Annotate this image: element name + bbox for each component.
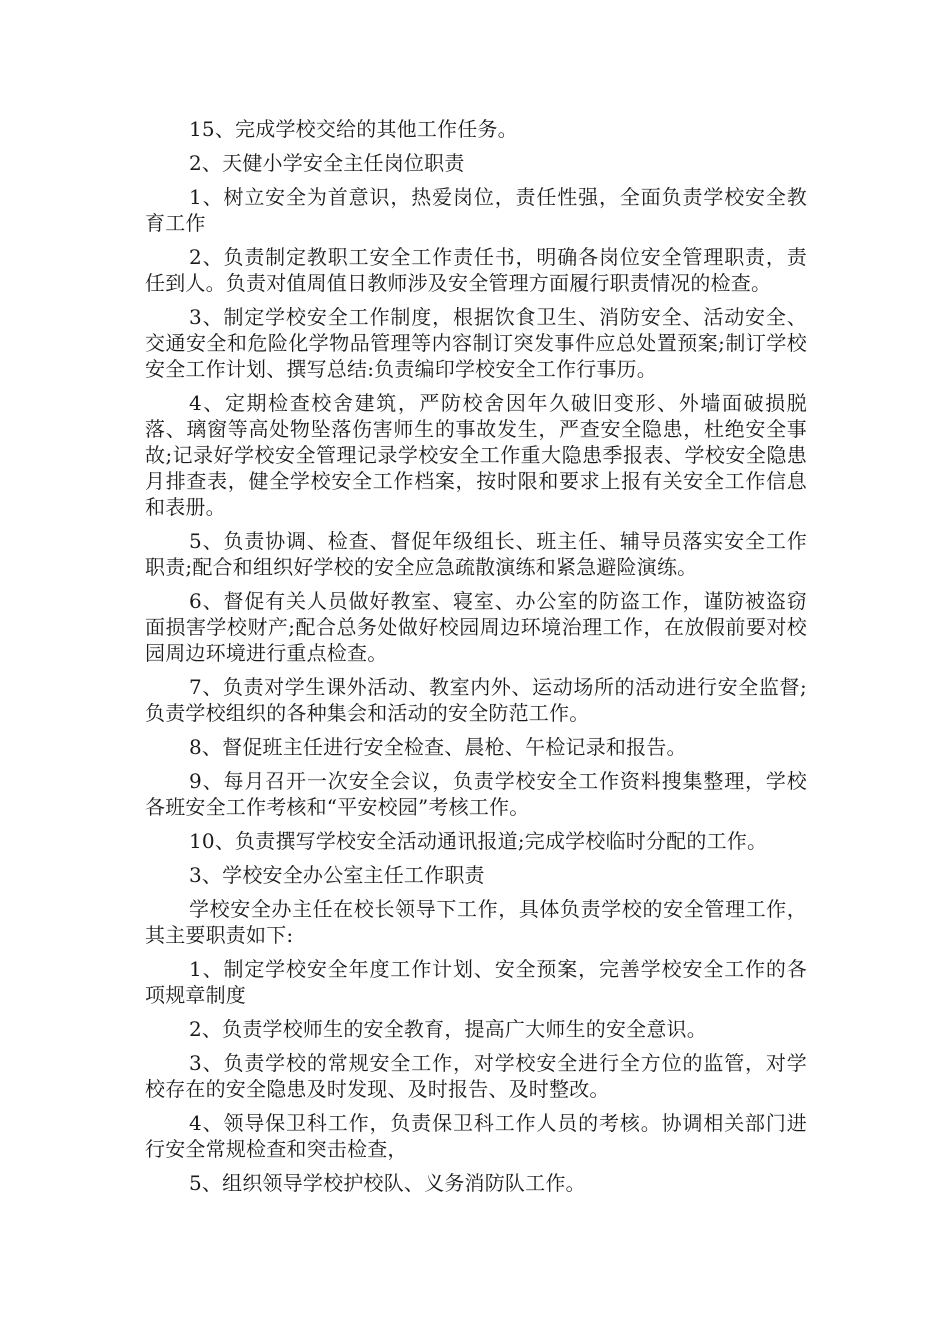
paragraph: 5、组织领导学校护校队、义务消防队工作。 — [189, 1171, 586, 1195]
paragraph: 3、负责学校的常规安全工作，对学校安全进行全方位的监管，对学校存在的安全隐患及时发现、及时报告、及时整改。 — [145, 1051, 807, 1101]
paragraph: 2、负责学校师生的安全教育，提高广大师生的安全意识。 — [189, 1017, 707, 1041]
paragraph: 6、督促有关人员做好教室、寝室、办公室的防盗工作，谨防被盗窃面损害学校财产;配合总务处做好校园周边环境治理工作，在放假前要对校园周边环境进行重点检查。 — [145, 589, 807, 665]
section-heading: 2、天健小学安全主任岗位职责 — [189, 151, 465, 175]
paragraph: 9、每月召开一次安全会议，负责学校安全工作资料搜集整理，学校各班安全工作考核和“平安校园”考核工作。 — [145, 769, 807, 819]
paragraph: 4、定期检查校舍建筑，严防校舍因年久破旧变形、外墙面破损脱落、璃窗等高处物坠落伤害师生的事故发生，严查安全隐患，杜绝安全事故;记录好学校安全管理记录学校安全工作重大隐患季报表、学校安全隐患月排查表，健全学校安全工作档案，按时限和要求上报有关安全工作信息和表册。 — [145, 391, 807, 519]
paragraph: 4、领导保卫科工作，负责保卫科工作人员的考核。协调相关部门进行安全常规检查和突击检查， — [145, 1111, 807, 1161]
paragraph: 5、负责协调、检查、督促年级组长、班主任、辅导员落实安全工作职责;配合和组织好学校的安全应急疏散演练和紧急避险演练。 — [145, 529, 807, 579]
paragraph: 3、制定学校安全工作制度，根据饮食卫生、消防安全、活动安全、交通安全和危险化学物品管理等内容制订突发事件应总处置预案;制订学校安全工作计划、撰写总结:负责编印学校安全工作行事历。 — [145, 305, 807, 381]
paragraph: 8、督促班主任进行安全检查、晨枪、午检记录和报告。 — [189, 735, 687, 759]
document-body — [145, 116, 807, 1204]
paragraph: 1、树立安全为首意识，热爱岗位，责任性强，全面负责学校安全教育工作 — [145, 185, 807, 235]
paragraph: 15、完成学校交给的其他工作任务。 — [189, 117, 518, 141]
paragraph: 10、负责撰写学校安全活动通讯报道;完成学校临时分配的工作。 — [189, 829, 768, 853]
section-heading: 3、学校安全办公室主任工作职责 — [189, 863, 485, 887]
paragraph: 2、负责制定教职工安全工作责任书，明确各岗位安全管理职责，责任到人。负责对值周值日教师涉及安全管理方面履行职责情况的检查。 — [145, 245, 807, 295]
paragraph: 7、负责对学生课外活动、教室内外、运动场所的活动进行安全监督;负责学校组织的各种集会和活动的安全防范工作。 — [145, 675, 807, 725]
paragraph: 学校安全办主任在校长领导下工作，具体负责学校的安全管理工作，其主要职责如下: — [145, 897, 807, 947]
paragraph: 1、制定学校安全年度工作计划、安全预案，完善学校安全工作的各项规章制度 — [145, 957, 807, 1007]
